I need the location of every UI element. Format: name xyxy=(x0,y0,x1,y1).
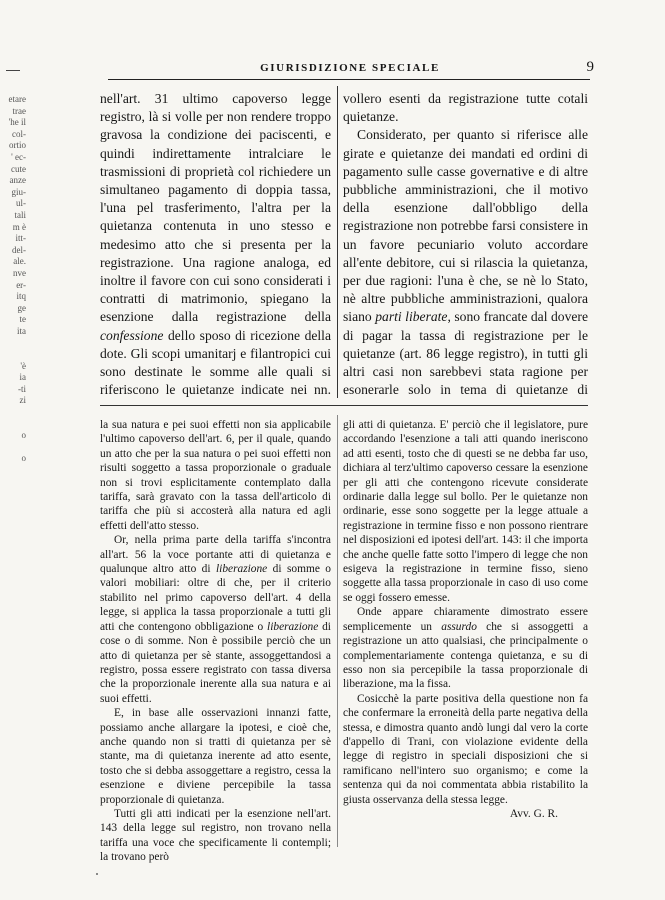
upper-right-column xyxy=(343,90,588,402)
header-rule xyxy=(108,79,590,80)
lower-right-paragraph-3: Cosicchè la parte positiva della questione non fa che confermare la erroneità della parte negativa della stessa, e dimostra quanto andò lungi dal vero la corte d'appello di Trani, con violazione evidente della legge di registro in speciali disposizioni che si ramificano nell'intero suo organismo; e come la sentenza qui da noi commentata abbia ristabilito la giusta osservanza della stessa legge. xyxy=(343,692,588,806)
upper-left-paragraph: nell'art. 31 ultimo capoverso legge registro, là si volle per non rendere troppo gravosa la condizione dei paciscenti, e quindi indirettamente intralciare le trasmissioni di proprietà col richiedere un simultaneo pagamento di doppia tassa, l'una pel trasferimento, l'altra per la quietanza contenuta in uno stesso e medesimo atto che si presenta per la registrazione. Una ragione analoga, ed inoltre il favore con cui sono considerati i contratti di matrimonio, spiegano la esenzione dalla registrazione della confessione dello sposo di ricezione della dote. Gli scopi umanitarj e filantropici cui sono destinate le somme alle quali si riferiscono le quietanze indicate nei nn. xyxy=(100,91,331,398)
lower-left-paragraph-4: Tutti gli atti indicati per la esenzione nell'art. 143 della legge sul registro, non trovano nella tariffa una voce che specificamente li contempli; la trovano però xyxy=(100,807,331,864)
page-edge-rule xyxy=(6,70,20,71)
footnote-separator xyxy=(100,405,588,406)
lower-left-paragraph-1: la sua natura e pei suoi effetti non sia applicabile l'ultimo capoverso dell'art. 6, per il quale, quando un atto che per la sua natura o pei suoi effetti non risulti soggetto a tassa proporzionale o graduale non si trovi esplicitamente contemplato dalla tariffa, sarà gravato con la tassa dell'articolo di tariffa che più si accosterà alla natura ed agli effetti dell'atto stesso. xyxy=(100,419,331,532)
footnote-column-divider xyxy=(337,415,338,847)
lower-left-paragraph-2: Or, nella prima parte della tariffa s'incontra all'art. 56 la voce portante atti di quietanza e qualunque altro atto di liberazione di somme o valori mobiliari: oltre di che, per il criterio stabilito nel primo capoverso dell'art. 4 della legge, si applica la tassa proporzionale a tutti gli atti che contengono obbligazione o liberazione di cose o di somme. Non è possibile perciò che un atto di quietanza per sè stante, assoggettandosi a registro, possa essere registrato con tassa diversa che la proporzionale inerente alla sua natura e ai suoi effetti. xyxy=(100,534,331,705)
upper-right-paragraph-2: Considerato, per quanto si riferisce alle girate e quietanze dei mandati ed ordini di pagamento sulle casse governative e di altre pubbliche amministrazioni, che il motivo della esenzione dall'obbligo della registrazione non potrebbe farsi consistere in un favore pecuniario voluto accordare all'ente debitore, cui si rilascia la quietanza, per due ragioni: l'una è che, se nè lo Stato, nè altre pubbliche amministrazioni, qualora siano parti liberate, sono francate dal dovere di pagar la tassa di registrazione per le quietanze (art. 86 legge registro), in tutti gli altri casi non sarebbevi stata ragione per esonerarle solo in tema di quietanze di xyxy=(343,127,588,398)
column-divider xyxy=(337,86,338,398)
lower-right-column xyxy=(343,418,588,821)
page-header xyxy=(106,59,594,78)
lower-left-paragraph-3: E, in base alle osservazioni innanzi fatte, possiamo anche allargare la ipotesi, e cioè che, anche quando non si tratti di quietanza per sè stante, ma di quietanza inerente ad atto esente, tosto che si debba assoggettare a registro, cessa la esenzione e diviene percepibile la tassa proporzionale di quietanza. xyxy=(100,707,331,806)
lower-left-column xyxy=(100,418,331,865)
print-speck xyxy=(96,873,98,875)
lower-right-paragraph-2: Onde appare chiaramente dimostrato essere semplicemente un assurdo che si assoggetti a registrazione un atto qualsiasi, che principalmente o complementariamente contenga quietanza, e su di esso non sia percepibile la tassa proporzionale di liberazione, ma la fissa. xyxy=(343,606,588,691)
author-signature: Avv. G. R. xyxy=(509,807,558,820)
adjacent-page-margin-fragments: etare trae 'he il col- ortio ' ec- cute anze giu- ul- tali m è itt- del- ale. nve er- itq ge te ita 'è ia -ti zi o o xyxy=(8,94,26,464)
running-title: GIURISDIZIONE SPECIALE xyxy=(260,62,440,74)
lower-right-paragraph-1: gli atti di quietanza. E' perciò che il legislatore, pure accordando l'esenzione a tali atti quando ineriscono ad atti esenti, tosto che di questi se ne debba far uso, dichiara al terz'ultimo capoverso cessare la esenzione per gli atti che contengono ricevute considerate ordinarie dalla legge sul bollo. Per le quietanze non ordinarie, esse sono soggette per la legge attuale a registrazione in termine fisso e non possono rientrare nel disposizioni ed ipotesi dell'art. 143: il che importa che anche quelle fatte sotto l'impero di legge che non esigeva la registrazione in termine fisso, sieno soggette alla tassa proporzionale in caso di uso come se oggi fossero emesse. xyxy=(343,419,588,604)
upper-right-paragraph-1: vollero esenti da registrazione tutte cotali quietanze. xyxy=(343,91,588,125)
upper-left-column xyxy=(100,90,331,402)
page-number: 9 xyxy=(586,59,594,75)
